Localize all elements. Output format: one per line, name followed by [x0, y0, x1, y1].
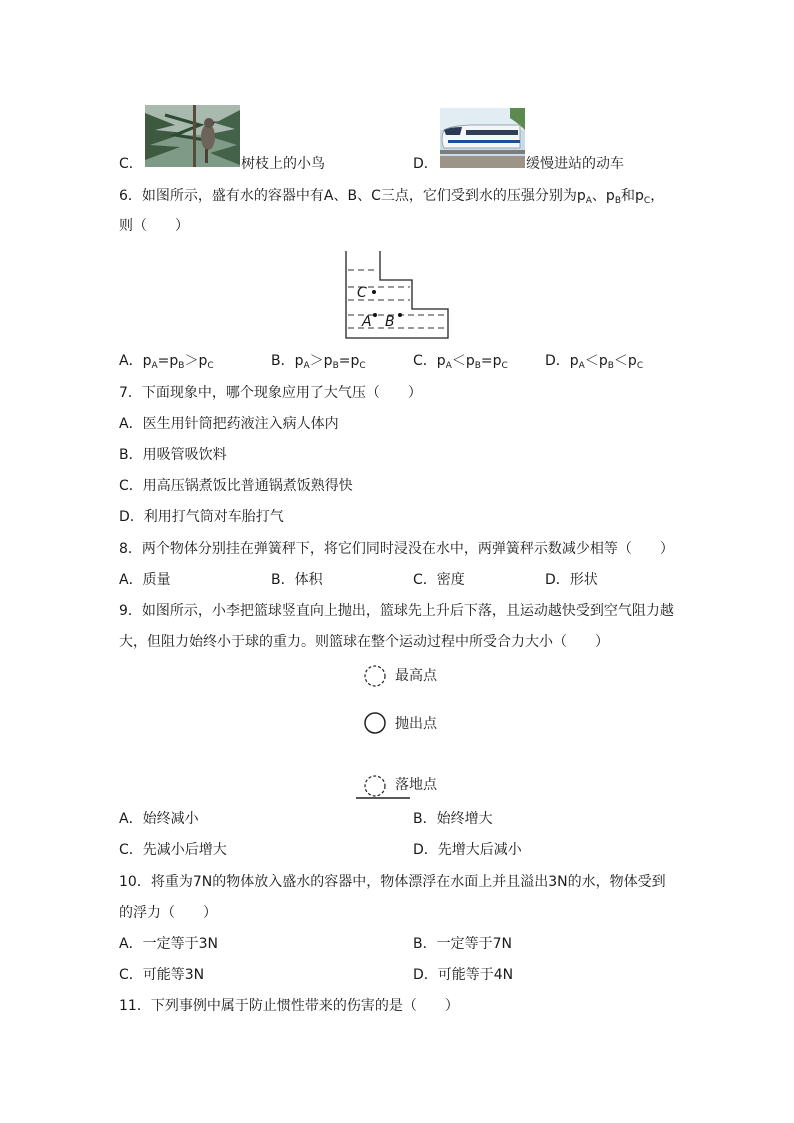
q7-option-a: A．医生用针筒把药液注入病人体内: [119, 416, 339, 432]
point-b-dot: [398, 313, 402, 317]
option-c-caption: 树枝上的小鸟: [241, 156, 325, 172]
q8-option-d: D．形状: [545, 572, 598, 588]
q10-stem-line1: 10．将重为7N的物体放入盛水的容器中，物体漂浮在水面上并且溢出3N的水，物体受到: [119, 874, 666, 890]
q9-stem-line2: 大，但阻力始终小于球的重力。则篮球在整个运动过程中所受合力大小（ ）: [119, 634, 609, 650]
q10-option-d: D．可能等于4N: [413, 967, 514, 983]
q7-stem: 7．下面现象中，哪个现象应用了大气压（ ）: [119, 385, 422, 401]
option-c-letter: C．: [119, 156, 143, 172]
q6-stem-line2: 则（ ）: [119, 218, 189, 234]
bird-on-branch-image: [145, 105, 240, 167]
point-a-dot: [373, 313, 377, 317]
option-d-letter: D．: [413, 156, 438, 172]
ball-top-icon: [365, 666, 385, 686]
q10-option-c: C．可能等3N: [119, 967, 205, 983]
water-container-figure: [340, 245, 455, 345]
bullet-train-image: [440, 108, 525, 168]
q9-option-a: A．始终减小: [119, 811, 199, 827]
q10-option-a: A．一定等于3N: [119, 936, 218, 952]
q6-option-d: D．$p_A<p_B<p_C$: [545, 353, 644, 371]
q8-option-c: C．密度: [413, 572, 465, 588]
label-throw-point: 抛出点: [395, 716, 437, 732]
q8-option-b: B．体积: [271, 572, 323, 588]
q9-option-b: B．始终增大: [413, 811, 493, 827]
label-land-point: 落地点: [395, 777, 437, 793]
label-top-point: 最高点: [395, 668, 437, 684]
q11-stem: 11．下列事例中属于防止惯性带来的伤害的是（ ）: [119, 998, 459, 1014]
ball-land-icon: [365, 776, 385, 796]
q9-option-c: C．先减小后增大: [119, 842, 227, 858]
q6-option-b: B．$p_A>p_B=p_C$: [271, 353, 366, 371]
q6-option-c: C．$p_A<p_B=p_C$: [413, 353, 508, 371]
q9-option-d: D．先增大后减小: [413, 842, 522, 858]
option-d-caption: 缓慢进站的动车: [526, 156, 624, 172]
q6-stem-line1: 6．如图所示，盛有水的容器中有A、B、C三点，它们受到水的压强分别为$p_A$、$p_B$和$p_C$，: [119, 188, 665, 206]
q7-option-b: B．用吸管吸饮料: [119, 447, 227, 463]
point-c-dot: [372, 290, 376, 294]
ball-throw-icon: [365, 713, 385, 733]
q6-option-a: A．$p_A=p_B>p_C$: [119, 353, 214, 371]
q10-stem-line2: 的浮力（ ）: [119, 905, 217, 921]
point-c-label: C: [357, 285, 367, 301]
q7-option-c: C．用高压锅煮饭比普通锅煮饭熟得快: [119, 478, 353, 494]
point-a-label: A: [362, 314, 372, 330]
q9-stem-line1: 9．如图所示，小李把篮球竖直向上抛出，篮球先上升后下落，且运动越快受到空气阻力越: [119, 603, 674, 619]
q7-option-d: D．利用打气筒对车胎打气: [119, 509, 284, 525]
q10-option-b: B．一定等于7N: [413, 936, 512, 952]
q8-stem: 8．两个物体分别挂在弹簧秤下，将它们同时浸没在水中，两弹簧秤示数减少相等（ ）: [119, 541, 674, 557]
point-b-label: B: [385, 314, 395, 330]
basketball-trajectory-figure: [350, 660, 460, 800]
q8-option-a: A．质量: [119, 572, 171, 588]
